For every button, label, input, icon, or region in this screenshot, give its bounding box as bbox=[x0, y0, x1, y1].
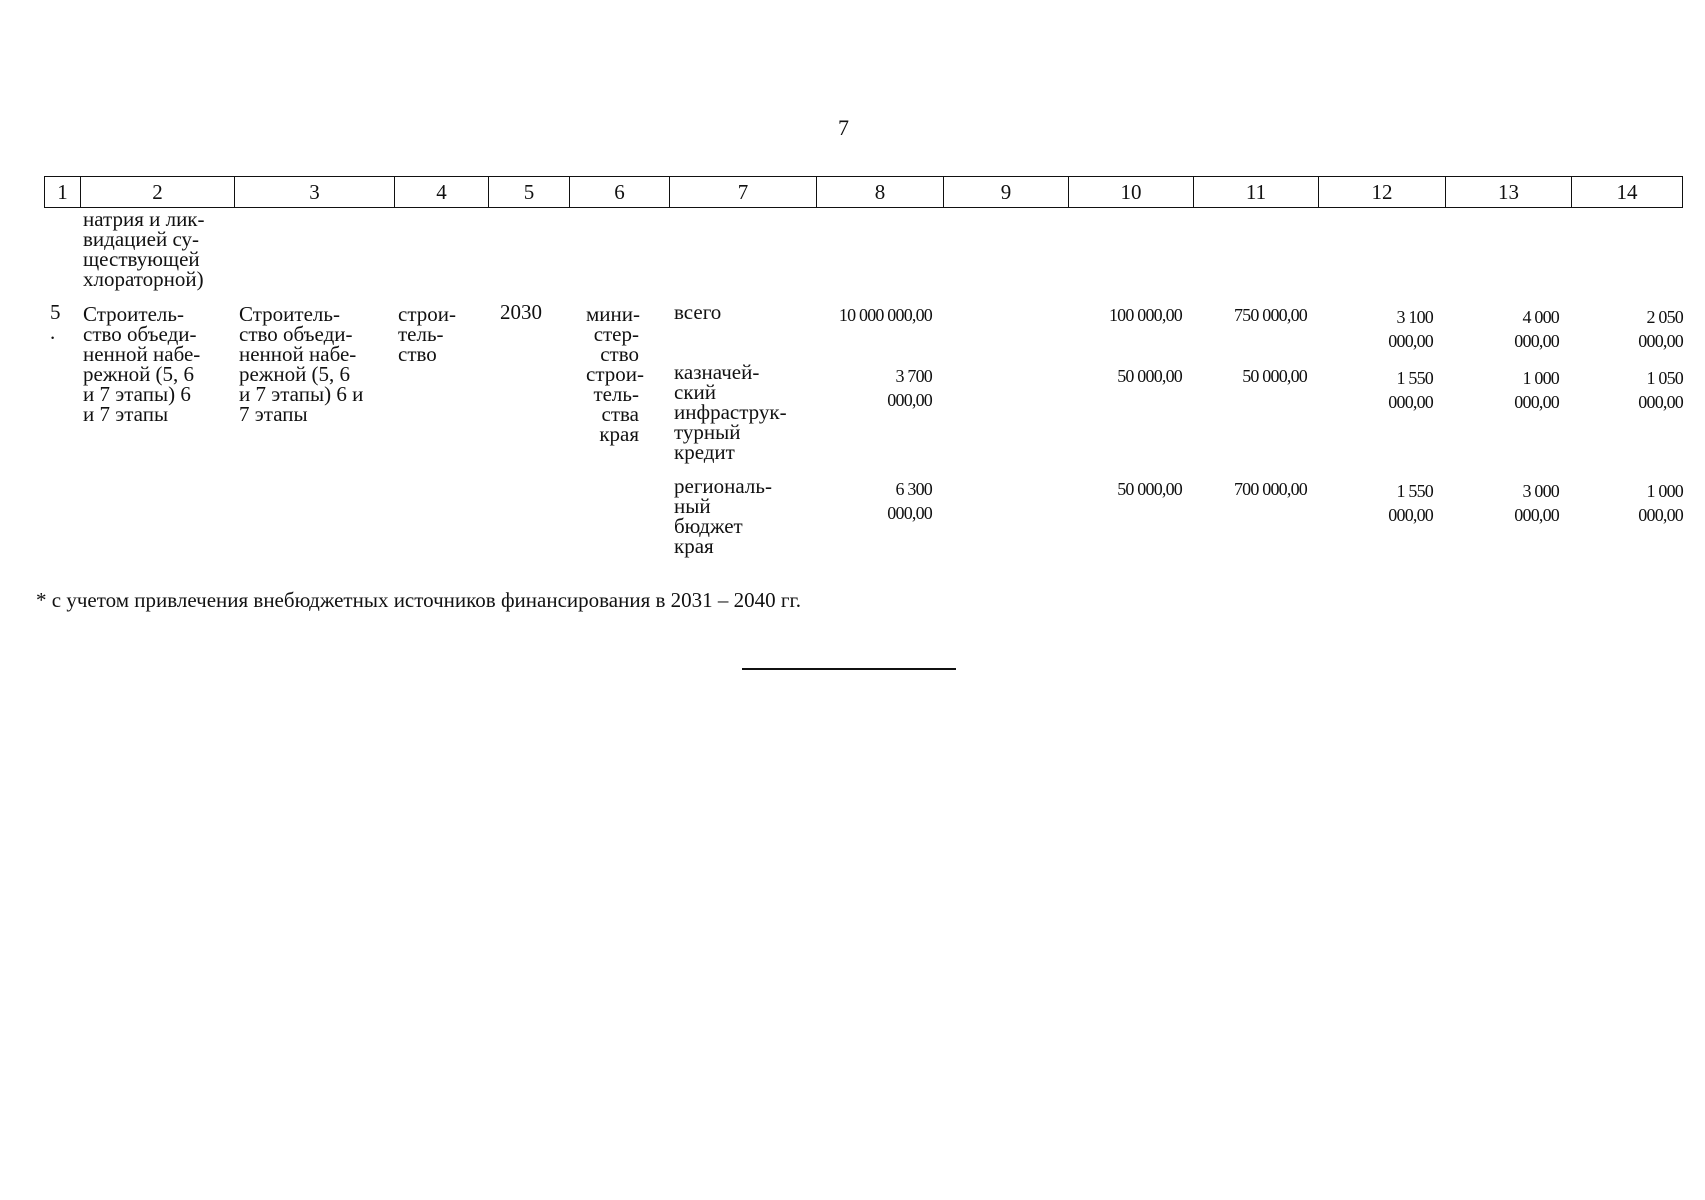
row-work-type: строи- тель- ство bbox=[398, 302, 456, 366]
closing-rule bbox=[742, 668, 956, 670]
regional-col-13: 3 000 000,00 bbox=[1514, 481, 1559, 525]
total-col-13: 4 000 000,00 bbox=[1514, 307, 1559, 351]
row-year: 2030 bbox=[500, 300, 542, 324]
row-object-name: Строитель- ство объеди- ненной набе- режной (5, 6 и 7 этапы) 6 и 7 этапы bbox=[83, 302, 201, 426]
regional-col-8: 6 300 000,00 bbox=[887, 479, 932, 523]
source-label-total: всего bbox=[674, 300, 722, 324]
total-col-8: 10 000 000,00 bbox=[838, 305, 932, 325]
header-col-10: 10 bbox=[1069, 177, 1194, 208]
treasury-col-11: 50 000,00 bbox=[1242, 366, 1307, 386]
treasury-col-13: 1 000 000,00 bbox=[1514, 368, 1559, 412]
header-col-7: 7 bbox=[670, 177, 817, 208]
header-col-13: 13 bbox=[1446, 177, 1572, 208]
source-label-treasury-credit: казначей- ский инфраструк- турный кредит bbox=[674, 360, 787, 464]
row-responsible: мини- стер- ство строи- тель- ства края bbox=[586, 302, 644, 446]
header-col-3: 3 bbox=[235, 177, 395, 208]
footnote: * с учетом привлечения внебюджетных источников финансирования в 2031 – 2040 гг. bbox=[36, 588, 802, 612]
header-col-2: 2 bbox=[81, 177, 235, 208]
regional-col-12: 1 550 000,00 bbox=[1388, 481, 1433, 525]
header-col-6: 6 bbox=[570, 177, 670, 208]
total-col-10: 100 000,00 bbox=[1108, 305, 1182, 325]
treasury-col-10: 50 000,00 bbox=[1117, 366, 1182, 386]
regional-col-14: 1 000 000,00 bbox=[1638, 481, 1683, 525]
row-number: 5 . bbox=[50, 300, 61, 344]
header-col-1: 1 bbox=[45, 177, 81, 208]
header-col-12: 12 bbox=[1319, 177, 1446, 208]
regional-col-11: 700 000,00 bbox=[1233, 479, 1307, 499]
regional-col-10: 50 000,00 bbox=[1117, 479, 1182, 499]
source-label-regional-budget: региональ- ный бюджет края bbox=[674, 474, 772, 558]
header-col-9: 9 bbox=[944, 177, 1069, 208]
treasury-col-8: 3 700 000,00 bbox=[887, 366, 932, 410]
header-col-5: 5 bbox=[489, 177, 570, 208]
column-number-header bbox=[44, 176, 1683, 208]
total-col-12: 3 100 000,00 bbox=[1388, 307, 1433, 351]
header-col-11: 11 bbox=[1194, 177, 1319, 208]
header-col-8: 8 bbox=[817, 177, 944, 208]
total-col-11: 750 000,00 bbox=[1233, 305, 1307, 325]
treasury-col-14: 1 050 000,00 bbox=[1638, 368, 1683, 412]
page-number: 7 bbox=[838, 115, 849, 140]
continuation-text: натрия и лик- видацией су- ществующей хлораторной) bbox=[83, 207, 205, 291]
row-object-description: Строитель- ство объеди- ненной набе- режной (5, 6 и 7 этапы) 6 и 7 этапы bbox=[239, 302, 364, 426]
treasury-col-12: 1 550 000,00 bbox=[1388, 368, 1433, 412]
header-col-4: 4 bbox=[395, 177, 489, 208]
header-col-14: 14 bbox=[1572, 177, 1683, 208]
total-col-14: 2 050 000,00 bbox=[1638, 307, 1683, 351]
